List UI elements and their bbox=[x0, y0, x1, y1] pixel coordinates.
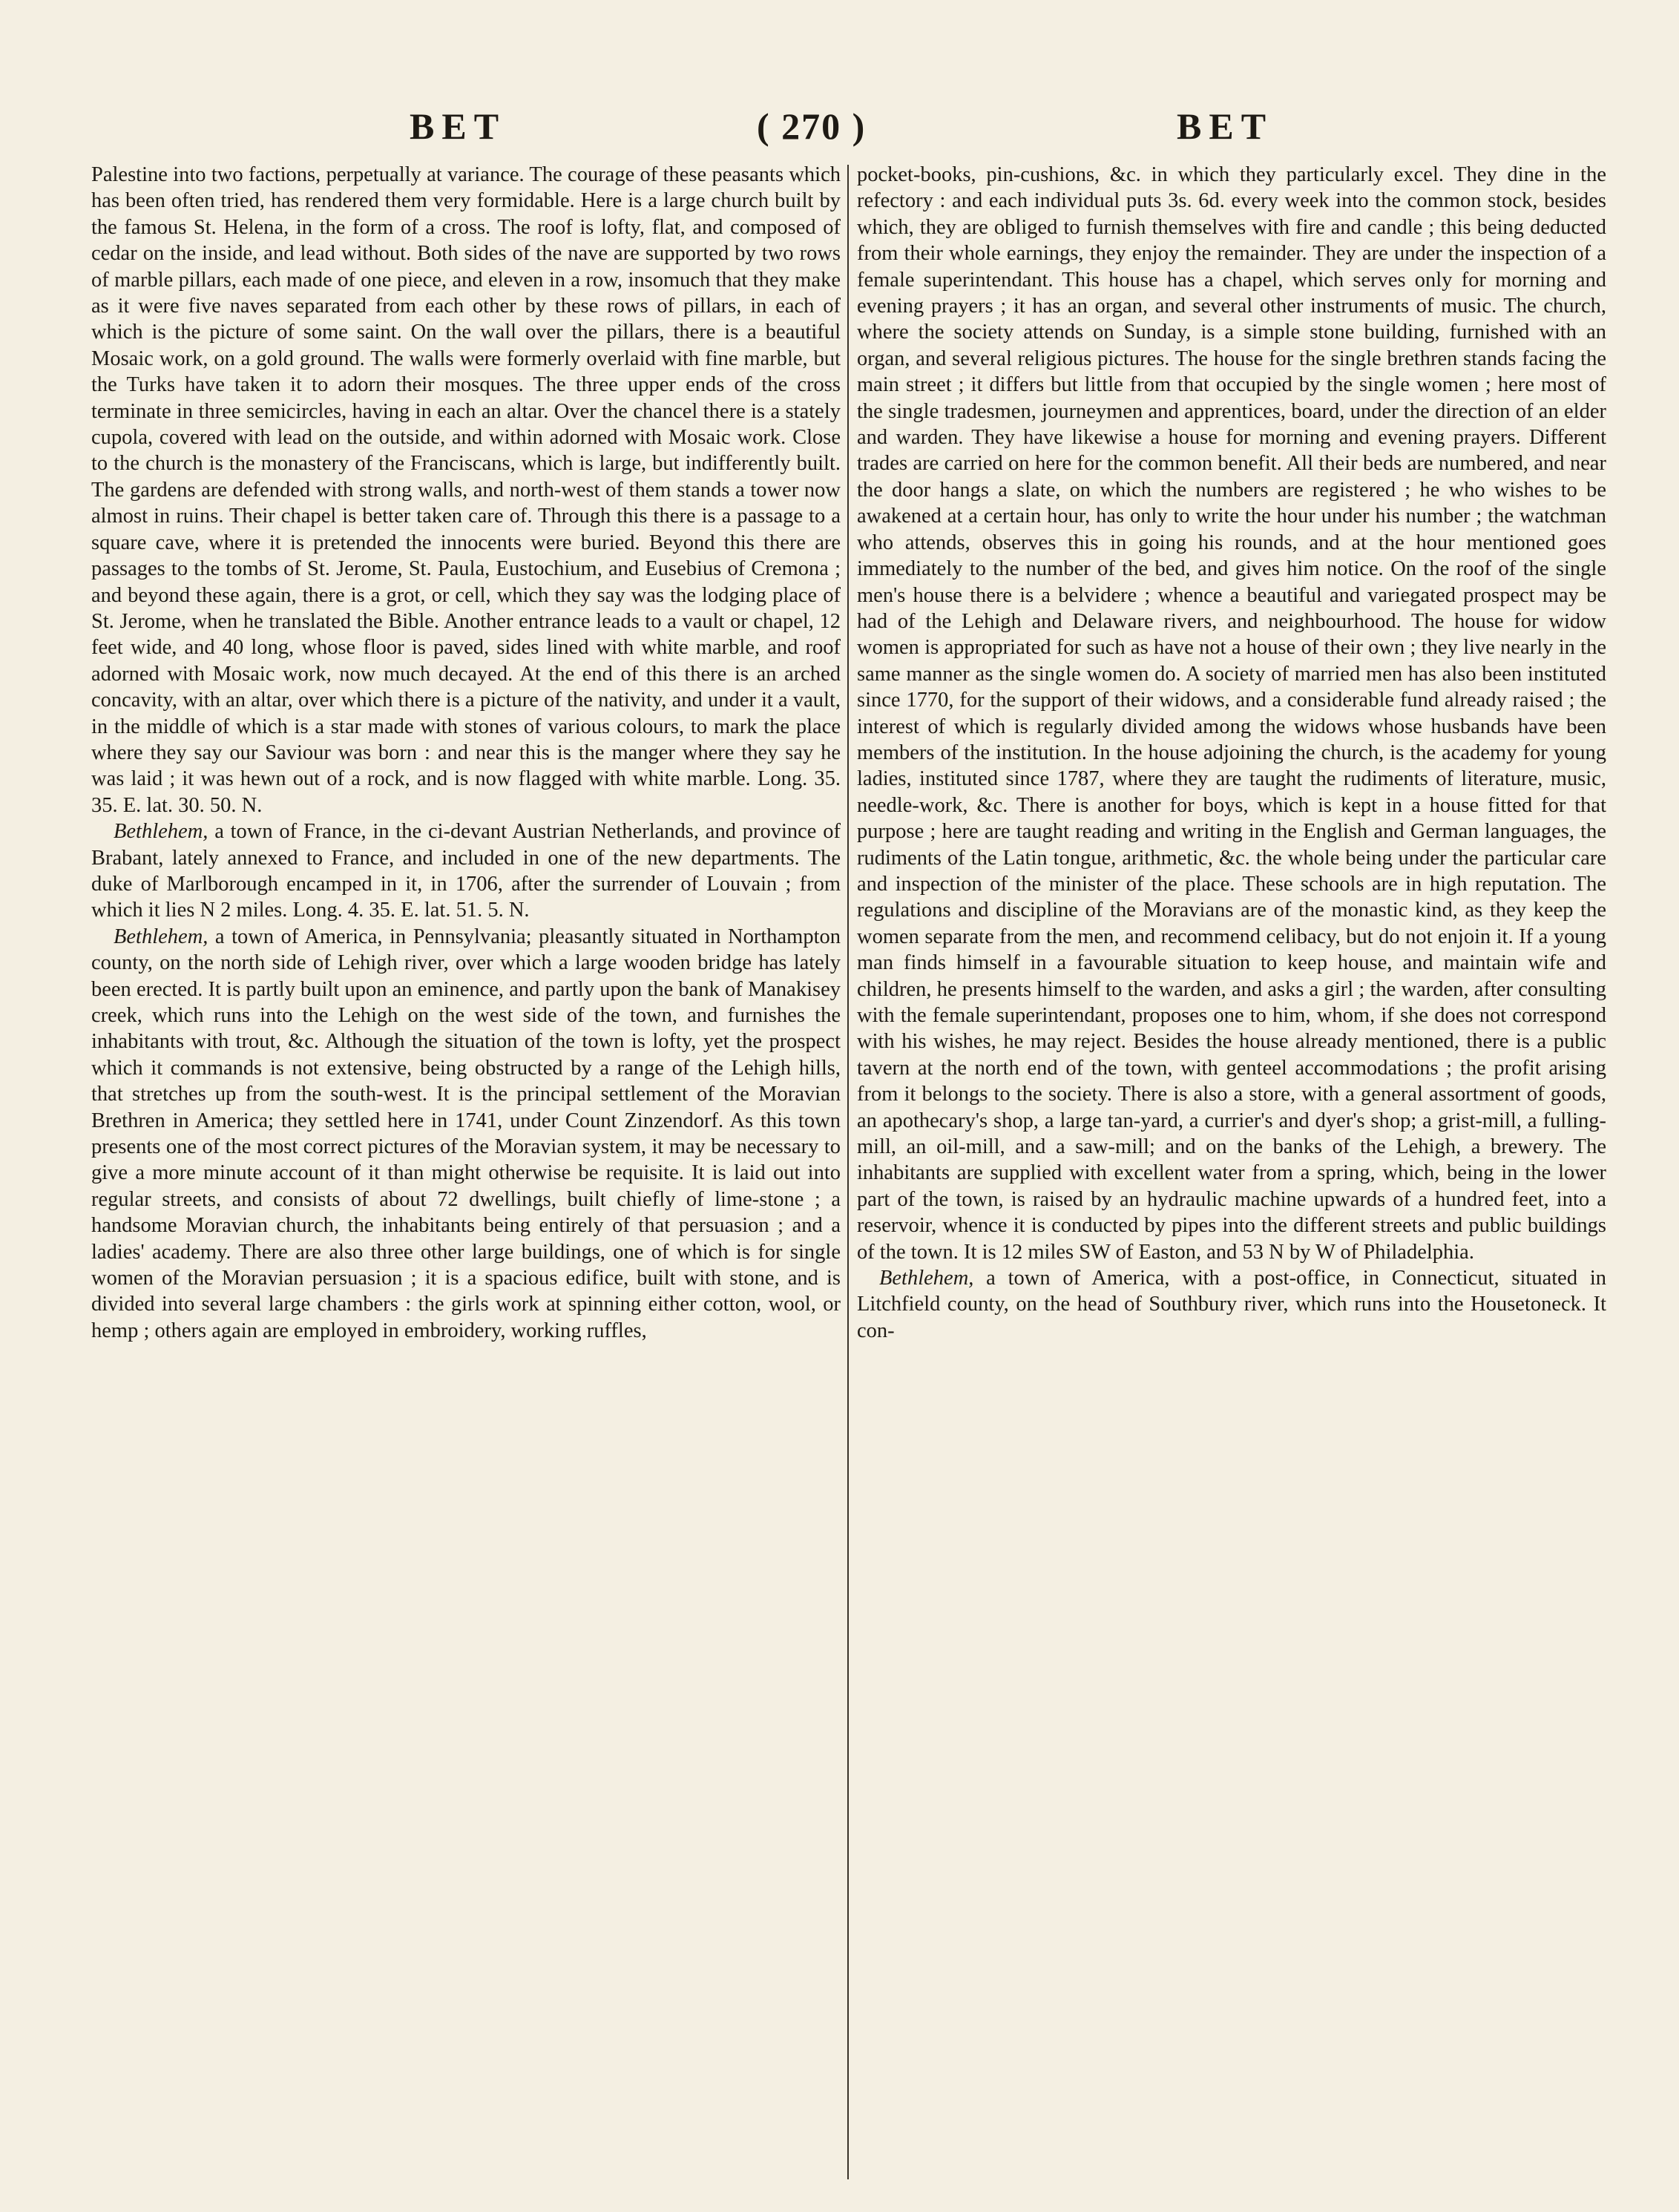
entry-bethlehem-pennsylvania bbox=[91, 924, 841, 1345]
header-catchword-left: BET bbox=[410, 105, 507, 147]
entry-bethlehem-connecticut bbox=[857, 1265, 1606, 1344]
entry-headword: Bethlehem, bbox=[114, 820, 208, 844]
right-column bbox=[857, 162, 1606, 2180]
entry-headword: Bethlehem, bbox=[114, 925, 208, 948]
paragraph-palestine-church: Palestine into two factions, perpetually at variance. The courage of these peasants which has been often tried, has rendered them very formidable. Here is a large church built by the famous St. Helena, in the form of a cross. The roof is lofty, flat, and composed of cedar on the inside, and lead without. Both sides of the nave are supported by two rows of marble pillars, each made of one piece, and eleven in a row, insomuch that they make as it were five naves separated from each other by these rows of pillars, in each of which is the picture of some saint. On the wall over the pillars, there is a beautiful Mosaic work, on a gold ground. The walls were formerly overlaid with fine marble, but the Turks have taken it to adorn their mosques. The three upper ends of the cross terminate in three semicircles, having in each an altar. Over the chancel there is a stately cupola, covered with lead on the outside, and within adorned with Mosaic work. Close to the church is the monastery of the Franciscans, which is large, but indifferently built. The gardens are defended with strong walls, and north-west of them stands a tower now almost in ruins. Their chapel is better taken care of. Through this there is a passage to a square cave, where it is pretended the innocents were buried. Beyond this there are passages to the tombs of St. Jerome, St. Paula, Eustochium, and Eusebius of Cremona ; and beyond these again, there is a grot, or cell, which they say was the lodging place of St. Jerome, when he translated the Bible. Another entrance leads to a vault or chapel, 12 feet wide, and 40 long, whose floor is paved, sides lined with white marble, and roof adorned with Mosaic work, now much decayed. At the end of this there is an arched concavity, with an altar, over which there is a picture of the nativity, and under it a vault, in the middle of which is a star made with stones of various colours, to mark the place where they say our Saviour was born : and near this is the manger where they say he was laid ; it was hewn out of a rock, and is now flagged with white marble. Long. 35. 35. E. lat. 30. 50. N. bbox=[91, 163, 841, 817]
paragraph-moravian-settlement: pocket-books, pin-cushions, &c. in which they particularly excel. They dine in the refectory : and each individual puts 3s. 6d. every week into the common stock, besides which, they are obliged to furnish themselves with fire and candle ; this being deducted from their whole earnings, they enjoy the remainder. They are under the inspection of a female superintendant. This house has a chapel, which serves only for morning and evening prayers ; it has an organ, and several other instruments of music. The church, where the society attends on Sunday, is a simple stone building, furnished with an organ, and several religious pictures. The house for the single brethren stands facing the main street ; it differs but little from that occupied by the single women ; here most of the single tradesmen, journeymen and apprentices, board, under the direction of an elder and warden. They have likewise a house for morning and evening prayers. Different trades are carried on here for the common benefit. All their beds are numbered, and near the door hangs a slate, on which the numbers are registered ; he who wishes to be awakened at a certain hour, has only to write the hour under his number ; the watchman who attends, observes this in going his rounds, and at the hour mentioned goes immediately to the number of the bed, and gives him notice. On the roof of the single men's house there is a belvidere ; whence a beautiful and variegated prospect may be had of the Lehigh and Delaware rivers, and neighbourhood. The house for widow women is appropriated for such as have not a house of their own ; they live nearly in the same manner as the single women do. A society of married men has also been instituted since 1770, for the support of their widows, and a considerable fund already raised ; the interest of which is regularly divided among the widows whose husbands have been members of the institution. In the house adjoining the church, is the academy for young ladies, instituted since 1787, where they are taught the rudiments of literature, music, needle-work, &c. There is another for boys, which is kept in a house fitted for that purpose ; here are taught reading and writing in the English and German languages, the rudiments of the Latin tongue, arithmetic, &c. the whole being under the particular care and inspection of the minister of the place. These schools are in high reputation. The regulations and discipline of the Moravians are of the monastic kind, as they keep the women separate from the men, and recommend celibacy, but do not enjoin it. If a young man finds himself in a favourable situation to keep house, and maintain wife and children, he presents himself to the warden, and asks a girl ; the warden, after consulting with the female superintendant, proposes one to him, whom, if she does not correspond with his wishes, he may reject. Besides the house already mentioned, there is a public tavern at the north end of the town, with genteel accommodations ; the profit arising from it belongs to the society. There is also a store, with a general assortment of goods, an apothecary's shop, a large tan-yard, a currier's and dyer's shop; a grist-mill, a fulling-mill, an oil-mill, and a saw-mill; and on the banks of the Lehigh, a brewery. The inhabitants are supplied with excellent water from a spring, which, being in the lower part of the town, is raised by an hydraulic machine upwards of a hundred feet, into a reservoir, whence it is conducted by pipes into the different streets and public buildings of the town. It is 12 miles SW of Easton, and 53 N by W of Philadelphia. bbox=[857, 163, 1606, 1264]
header-catchword-right: BET bbox=[1177, 105, 1274, 147]
entry-text: a town of France, in the ci-devant Austrian Netherlands, and province of Brabant, lately annexed to France, and included in one of the new departments. The duke of Marlborough encamped in it, in 1706, after the surrender of Louvain ; from which it lies N 2 miles. Long. 4. 35. E. lat. 51. 5. N. bbox=[91, 820, 841, 922]
page-number: ( 270 ) bbox=[757, 105, 867, 147]
entry-text: a town of America, in Pennsylvania; pleasantly situated in Northampton county, on the north side of Lehigh river, over which a large wooden bridge has lately been erected. It is partly built upon an eminence, and partly upon the bank of Manakisey creek, which runs into the Lehigh on the west side of the town, and furnishes the inhabitants with trout, &c. Although the situation of the town is lofty, yet the prospect which it commands is not extensive, being obstructed by a range of the Lehigh hills, that stretches up from the south-west. It is the principal settlement of the Moravian Brethren in America; they settled here in 1741, under Count Zinzendorf. As this town presents one of the most correct pictures of the Moravian system, it may be necessary to give a more minute account of it than might otherwise be requisite. It is laid out into regular streets, and consists of about 72 dwellings, built chiefly of lime-stone ; a handsome Moravian church, the inhabitants being entirely of that persuasion ; and a ladies' academy. There are also three other large buildings, one of which is for single women of the Moravian persuasion ; it is a spacious edifice, built with stone, and is divided into several large chambers : the girls work at spinning either cotton, wool, or hemp ; others again are employed in embroidery, working ruffles, bbox=[91, 925, 841, 1342]
entry-headword: Bethlehem, bbox=[879, 1267, 974, 1290]
left-column bbox=[91, 162, 841, 2180]
column-divider bbox=[847, 165, 849, 2179]
entry-bethlehem-france bbox=[91, 818, 841, 924]
running-header bbox=[0, 100, 1679, 152]
entry-text: a town of America, with a post-office, in Connecticut, situated in Litchfield county, on the head of Southbury river, which runs into the Housetoneck. It con- bbox=[857, 1267, 1606, 1342]
